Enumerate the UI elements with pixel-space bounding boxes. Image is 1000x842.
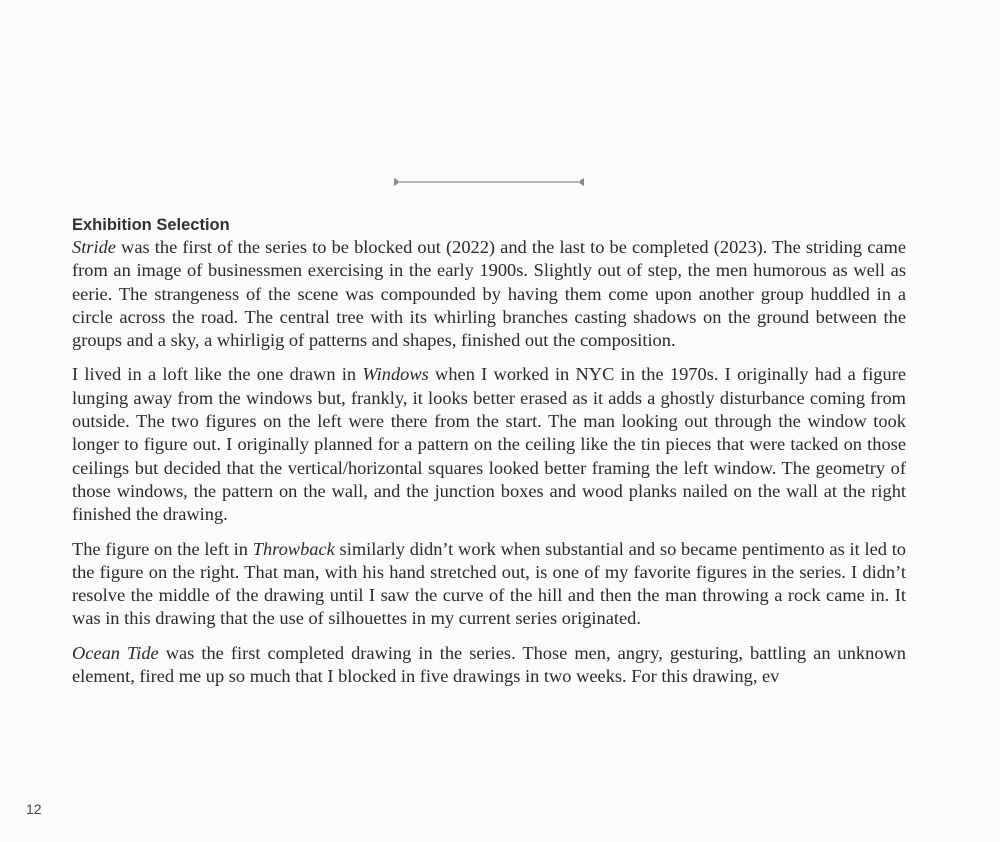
paragraph-stride <box>72 236 906 352</box>
paragraph-text: when I worked in NYC in the 1970s. I originally had a figure lunging away from the windows but, frankly, it looks better erased as it adds a ghostly disturbance coming from outside. The two figures on the left were there from the start. The man looking out through the window took longer to figure out. I originally planned for a pattern on the ceiling like the tin pieces that were tacked on those ceilings but decided that the vertical/horizontal squares looked better framing the left window. The geometry of those windows, the pattern on the wall, and the junction boxes and wood planks nailed on the wall at the right finished the drawing. <box>72 364 906 525</box>
ornamental-divider <box>393 176 585 188</box>
artwork-title-windows: Windows <box>362 364 429 385</box>
paragraph-text-before: The figure on the left in <box>72 538 253 559</box>
page-number: 12 <box>26 801 42 817</box>
artwork-title-ocean-tide: Ocean Tide <box>72 642 159 663</box>
document-body <box>72 214 906 699</box>
paragraph-text: was the first of the series to be blocked out (2022) and the last to be completed (2023). The striding came from an image of businessmen exercising in the early 1900s. Slightly out of step, the men humorous as well as eerie. The strangeness of the scene was compounded by having them come upon another group huddled in a circle across the road. The central tree with its whirling branches casting shadows on the ground between the groups and a sky, a whirligig of patterns and shapes, finished out the composition. <box>72 237 906 351</box>
paragraph-windows <box>72 363 906 526</box>
artwork-title-throwback: Throwback <box>252 538 335 559</box>
paragraph-text: similarly didn’t work when substantial and so became pentimento as it led to the figure on the right. That man, with his hand stretched out, is one of my favorite figures in the series. I didn’t resolve the middle of the drawing until I saw the curve of the hill and then the man throwing a rock came in. It was in this drawing that the use of silhouettes in my current series originated. <box>72 538 906 629</box>
paragraph-ocean-tide <box>72 642 906 689</box>
divider-line-icon <box>393 176 585 188</box>
paragraph-text-before: I lived in a loft like the one drawn in <box>72 364 363 385</box>
paragraph-throwback <box>72 538 906 631</box>
paragraph-text: was the first completed drawing in the series. Those men, angry, gesturing, battling an unknown element, fired me up so much that I blocked in five drawings in two weeks. For this drawing, ev <box>72 642 906 687</box>
artwork-title-stride: Stride <box>72 237 116 257</box>
section-heading: Exhibition Selection <box>72 216 230 234</box>
